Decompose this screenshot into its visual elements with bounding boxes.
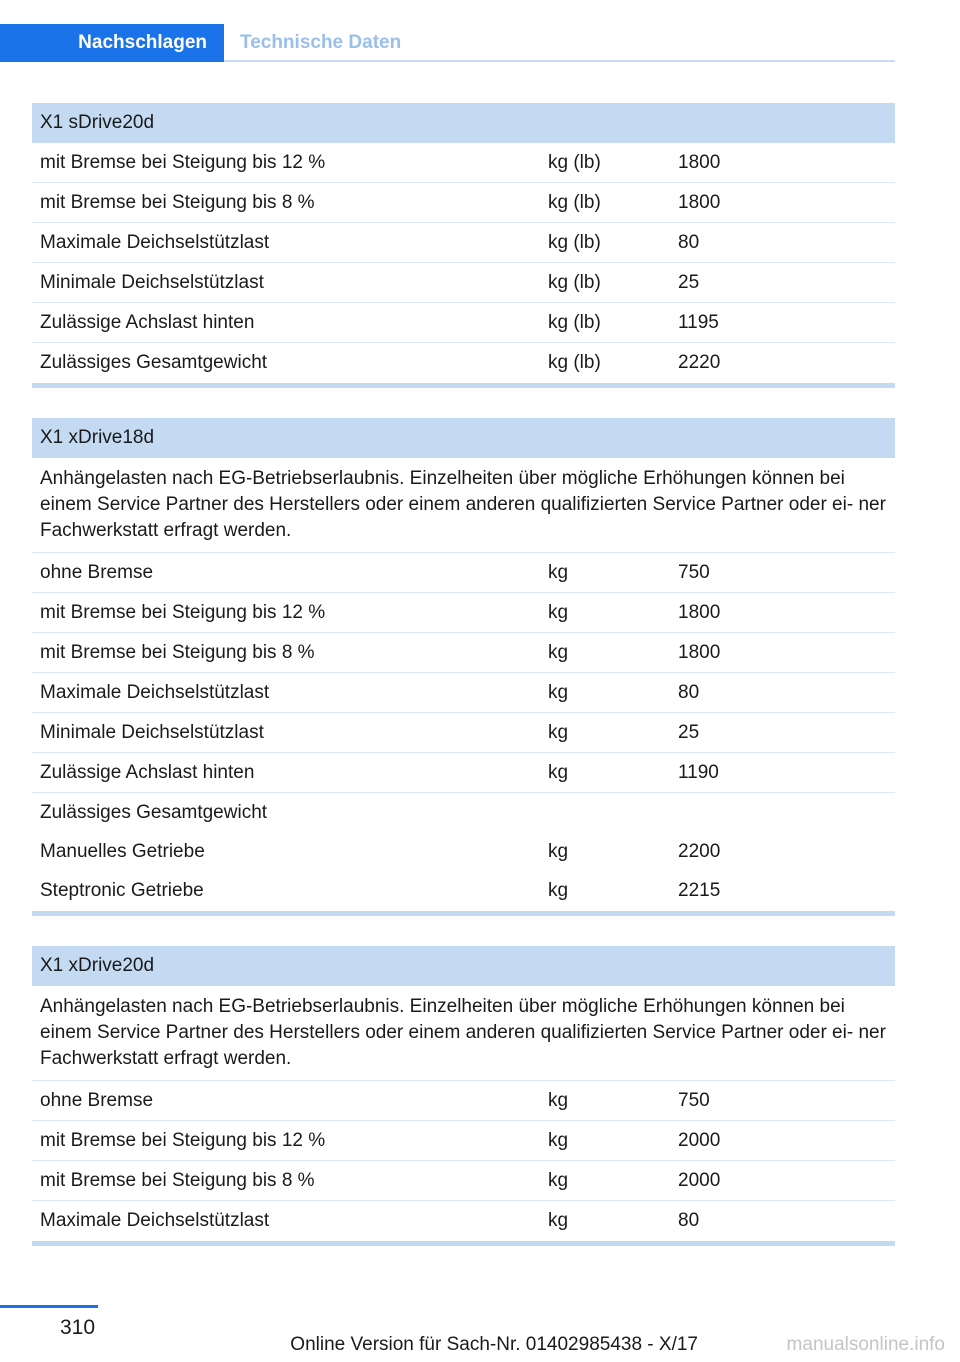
table-row: [32, 223, 895, 263]
row-value: 25: [678, 271, 700, 293]
row-unit: kg: [548, 1129, 569, 1151]
row-label: ohne Bremse: [40, 1089, 154, 1111]
table-row-group-label: [32, 793, 895, 832]
row-label: Zulässiges Gesamtgewicht: [40, 801, 268, 823]
row-label: Minimale Deichselstützlast: [40, 271, 264, 293]
table-row: [32, 871, 895, 911]
table-row: [32, 303, 895, 343]
row-unit: kg: [548, 1169, 569, 1191]
row-value: 2220: [678, 352, 721, 373]
row-label: Zulässige Achslast hinten: [40, 761, 255, 783]
table-title: X1 xDrive20d: [32, 946, 895, 986]
table-row: [32, 832, 895, 871]
row-label: mit Bremse bei Steigung bis 8 %: [40, 191, 315, 213]
row-value: 1190: [678, 761, 719, 783]
table-row: [32, 553, 895, 593]
table-row: [32, 673, 895, 713]
row-value: 80: [678, 231, 700, 253]
row-unit: kg (lb): [548, 271, 601, 293]
row-value: 2215: [678, 880, 721, 901]
row-unit: kg: [548, 1089, 569, 1111]
row-unit: kg (lb): [548, 352, 601, 373]
table-row: [32, 143, 895, 183]
table-row: [32, 263, 895, 303]
table-row: [32, 713, 895, 753]
online-version-text: Online Version für Sach-Nr. 01402985438 - X/17: [290, 1334, 698, 1355]
table-title: X1 xDrive18d: [32, 418, 895, 458]
watermark-text: manualsonline.info: [786, 1334, 945, 1355]
row-label: Zulässige Achslast hinten: [40, 311, 255, 333]
row-unit: kg: [548, 681, 569, 703]
row-unit: kg: [548, 721, 569, 743]
spec-table-x1-xdrive20d: [32, 946, 895, 1246]
row-value: 25: [678, 721, 700, 743]
row-label: Zulässiges Gesamtgewicht: [40, 352, 268, 373]
spec-table-x1-xdrive18d: [32, 418, 895, 916]
row-label: Manuelles Getriebe: [40, 840, 205, 862]
table-row: [32, 1161, 895, 1201]
spec-table-x1-sdrive20d: [32, 103, 895, 388]
row-label: ohne Bremse: [40, 561, 154, 583]
footer-accent-line: [0, 1305, 98, 1308]
row-value: 80: [678, 681, 700, 703]
row-value: 750: [678, 561, 710, 583]
table-title: X1 sDrive20d: [32, 103, 895, 143]
table-row: [32, 753, 895, 793]
row-label: Maximale Deichselstützlast: [40, 1210, 270, 1231]
row-value: 2000: [678, 1169, 721, 1191]
document-content: [32, 103, 895, 1276]
page-number: 310: [60, 1316, 96, 1339]
row-label: Minimale Deichselstützlast: [40, 721, 264, 743]
row-value: 1800: [678, 191, 721, 213]
header-tabs: [0, 24, 895, 62]
table-row: [32, 183, 895, 223]
row-unit: kg (lb): [548, 151, 601, 173]
row-label: mit Bremse bei Steigung bis 12 %: [40, 151, 326, 173]
table-row: [32, 1201, 895, 1241]
row-value: 80: [678, 1210, 700, 1231]
row-value: 2200: [678, 840, 721, 862]
row-unit: kg: [548, 880, 569, 901]
row-value: 1800: [678, 601, 721, 623]
tab-nachschlagen[interactable]: Nachschlagen: [0, 24, 224, 62]
table-note: Anhängelasten nach EG-Betriebserlaubnis. Einzelheiten über mögliche Erhöhungen können bei einem Service Partner des Herstellers oder einem anderen qualifizierten Service Partner oder ei‐ ner Fachwerkstatt erfragt werden.: [32, 986, 895, 1081]
row-label: mit Bremse bei Steigung bis 8 %: [40, 641, 315, 663]
row-value: 1800: [678, 641, 721, 663]
row-value: 750: [678, 1089, 710, 1111]
row-unit: kg (lb): [548, 311, 601, 333]
row-unit: kg: [548, 641, 569, 663]
row-label: Steptronic Getriebe: [40, 880, 204, 901]
table-row: [32, 633, 895, 673]
row-unit: kg: [548, 1210, 569, 1231]
row-unit: kg (lb): [548, 191, 601, 213]
row-label: mit Bremse bei Steigung bis 8 %: [40, 1169, 315, 1191]
table-note: Anhängelasten nach EG-Betriebserlaubnis. Einzelheiten über mögliche Erhöhungen können bei einem Service Partner des Herstellers oder einem anderen qualifizierten Service Partner oder ei‐ ner Fachwerkstatt erfragt werden.: [32, 458, 895, 553]
table-row: [32, 343, 895, 383]
row-unit: kg: [548, 561, 569, 583]
table-row: [32, 1081, 895, 1121]
row-label: mit Bremse bei Steigung bis 12 %: [40, 601, 326, 623]
row-label: Maximale Deichselstützlast: [40, 681, 270, 703]
table-row: [32, 593, 895, 633]
tab-technische-daten[interactable]: Technische Daten: [240, 32, 402, 53]
row-value: 1800: [678, 151, 721, 173]
row-unit: kg: [548, 840, 569, 862]
row-label: Maximale Deichselstützlast: [40, 231, 270, 253]
row-unit: kg: [548, 761, 569, 783]
row-value: 2000: [678, 1129, 721, 1151]
table-row: [32, 1121, 895, 1161]
row-unit: kg: [548, 601, 569, 623]
row-unit: kg (lb): [548, 231, 601, 253]
row-value: 1195: [678, 311, 719, 333]
row-label: mit Bremse bei Steigung bis 12 %: [40, 1129, 326, 1151]
